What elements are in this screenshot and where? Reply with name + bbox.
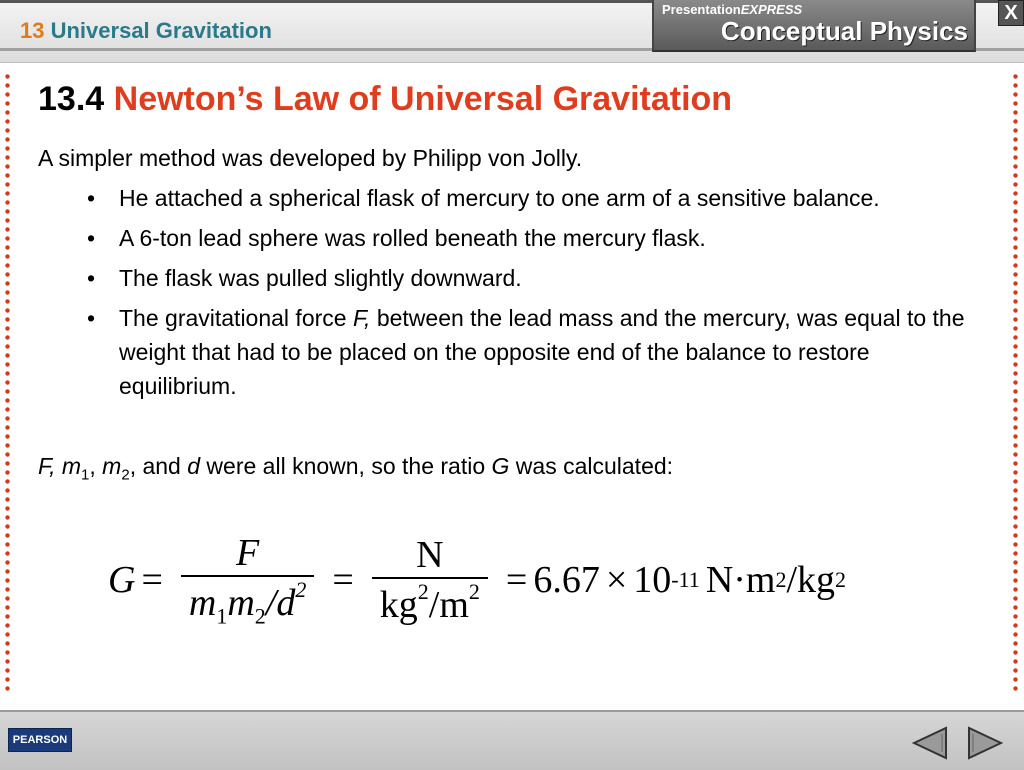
- bullet-icon: •: [87, 225, 96, 251]
- footer-bar: [0, 710, 1024, 770]
- fraction-force: $\frac{F}{m_1m_2/d^2}$: [181, 531, 314, 630]
- bullet-icon: •: [87, 305, 96, 331]
- list-item: • A 6-ton lead sphere was rolled beneath the mercury flask.: [87, 221, 987, 255]
- chapter-number: 13: [20, 18, 45, 43]
- pearson-logo: PEARSON: [8, 728, 72, 752]
- brand-logo: [652, 0, 976, 52]
- conclusion-text: F, $m_1$, $m_2$, and d were all known, so the ratio G was calculated:: [38, 453, 674, 484]
- brand-title: Conceptual Physics: [720, 16, 968, 46]
- section-name: Newton’s Law of Universal Gravitation: [113, 80, 733, 118]
- fraction-units: $\frac{N}{kg^2/m^2}$: [372, 533, 488, 627]
- intro-text: A simpler method was developed by Philipp von Jolly.: [38, 145, 583, 171]
- chapter-title: [20, 18, 272, 44]
- list-item: • The gravitational force F, between the lead mass and the mercury, was equal to the weight that had to be placed on the opposite end of the balance to restore equilibrium.: [87, 301, 987, 403]
- slide-title: [38, 80, 732, 119]
- header-bar: [0, 0, 1024, 63]
- chapter-name: Universal Gravitation: [50, 18, 272, 43]
- dotted-border-right: [1013, 72, 1018, 692]
- brand-subtitle: PresentationEXPRESS: [662, 2, 803, 17]
- list-item: • The flask was pulled slightly downward.: [87, 261, 987, 295]
- gravitation-equation: G = $\frac{F}{m_1m_2/d^2}$ = $\frac{N}{kg^2/m^2}$ = 6.67 × 10 -11 N·m 2 /kg 2: [108, 531, 847, 629]
- dotted-border-left: [5, 72, 10, 692]
- list-item: • He attached a spherical flask of mercury to one arm of a sensitive balance.: [87, 181, 987, 215]
- triangle-right-icon[interactable]: [967, 726, 1003, 760]
- bullet-list: [87, 181, 987, 409]
- bullet-icon: •: [87, 185, 96, 211]
- close-button[interactable]: X: [998, 0, 1024, 26]
- section-number: 13.4: [38, 80, 105, 118]
- triangle-left-icon[interactable]: [912, 726, 948, 760]
- bullet-icon: •: [87, 265, 96, 291]
